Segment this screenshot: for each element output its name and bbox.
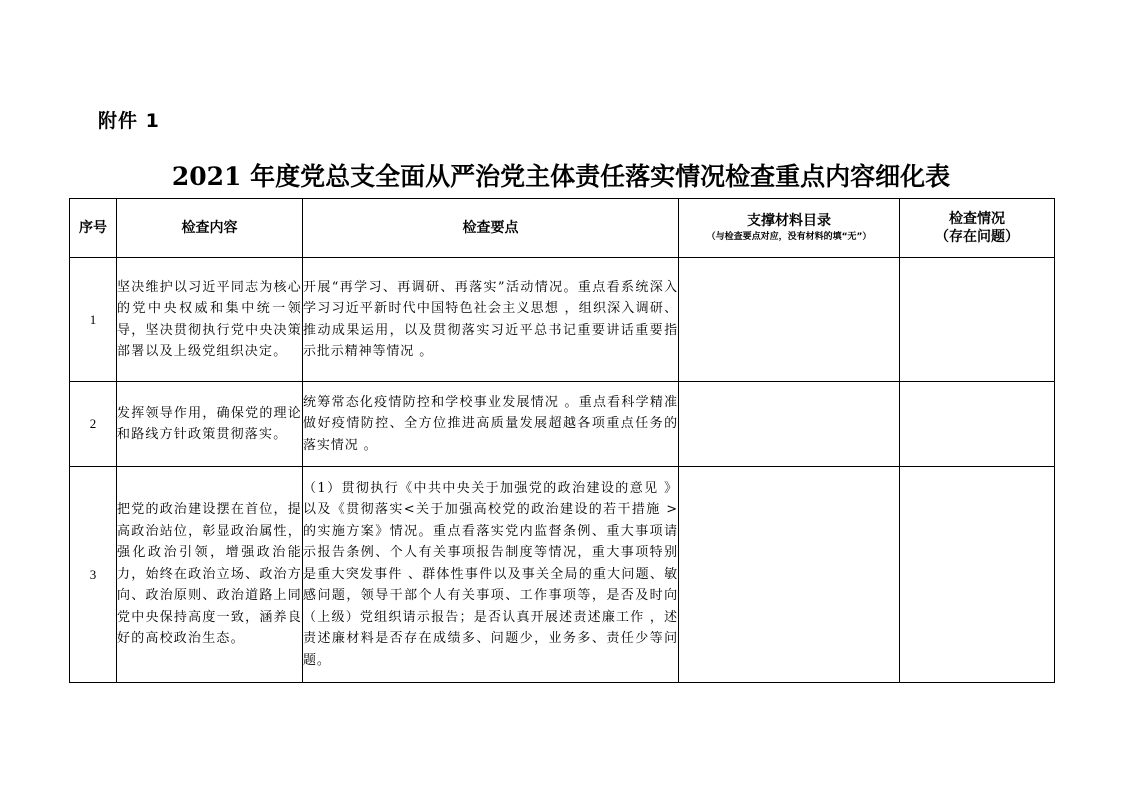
row-materials-cell[interactable] (679, 382, 900, 467)
row-points: （1）贯彻执行《中共中央关于加强党的政治建设的意见 》以及《贯彻落实<关于加强高校党的政治建设的若干措施 >的实施方案》情况。重点看落实党内监督条例、重大事项请示报告条例、个人有关事项报告制度等情况，重大事项特别是重大突发事件 、群体性事件以及事关全局的重大问题、敏感问题，领导干部个人有关事项、工作事项等，是否及时向（上级）党组织请示报告；是否认真开展述责述廉工作 ，述责述廉材料是否存在成绩多、问题少，业务多、责任少等问题。 (303, 467, 679, 683)
header-materials-label: 支撑材料目录 (747, 213, 831, 229)
row-points: 开展“再学习、再调研、再落实”活动情况。重点看系统深入学习习近平新时代中国特色社会主义思想 ，组织深入调研、推动成果运用，以及贯彻落实习近平总书记重要讲话重要指示批示精神等情况 。 (303, 258, 679, 382)
header-materials (679, 199, 900, 258)
row-materials-cell[interactable] (679, 258, 900, 382)
header-materials-note: （与检查要点对应，没有材料的填“无”） (706, 232, 872, 242)
row-content: 发挥领导作用，确保党的理论和路线方针政策贯彻落实。 (117, 382, 303, 467)
header-status-label: 检查情况 (949, 211, 1005, 227)
row-seq: 2 (70, 382, 117, 467)
row-points: 统筹常态化疫情防控和学校事业发展情况 。重点看科学精准做好疫情防控、全方位推进高质量发展超越各项重点任务的落实情况 。 (303, 382, 679, 467)
table-row (70, 258, 1055, 382)
header-status (900, 199, 1055, 258)
table-row (70, 467, 1055, 683)
row-content: 把党的政治建设摆在首位，提高政治站位，彰显政治属性，强化政治引领，增强政治能力，始终在政治立场、政治方向、政治原则、政治道路上同党中央保持高度一致，涵养良好的高校政治生态。 (117, 467, 303, 683)
header-status-note: （存在问题） (935, 229, 1019, 245)
row-status-cell[interactable] (900, 258, 1055, 382)
header-points: 检查要点 (303, 199, 679, 258)
row-seq: 1 (70, 258, 117, 382)
document-title: 2021 年度党总支全面从严治党主体责任落实情况检查重点内容细化表 (171, 162, 951, 191)
header-seq: 序号 (70, 199, 117, 258)
header-content: 检查内容 (117, 199, 303, 258)
row-materials-cell[interactable] (679, 467, 900, 683)
inspection-table (69, 198, 1055, 683)
row-status-cell[interactable] (900, 467, 1055, 683)
row-content: 坚决维护以习近平同志为核心的党中央权威和集中统一领导，坚决贯彻执行党中央决策部署以及上级党组织决定。 (117, 258, 303, 382)
row-seq: 3 (70, 467, 117, 683)
attachment-label: 附件 1 (98, 110, 160, 132)
table-header-row (70, 199, 1055, 258)
table-row (70, 382, 1055, 467)
row-status-cell[interactable] (900, 382, 1055, 467)
